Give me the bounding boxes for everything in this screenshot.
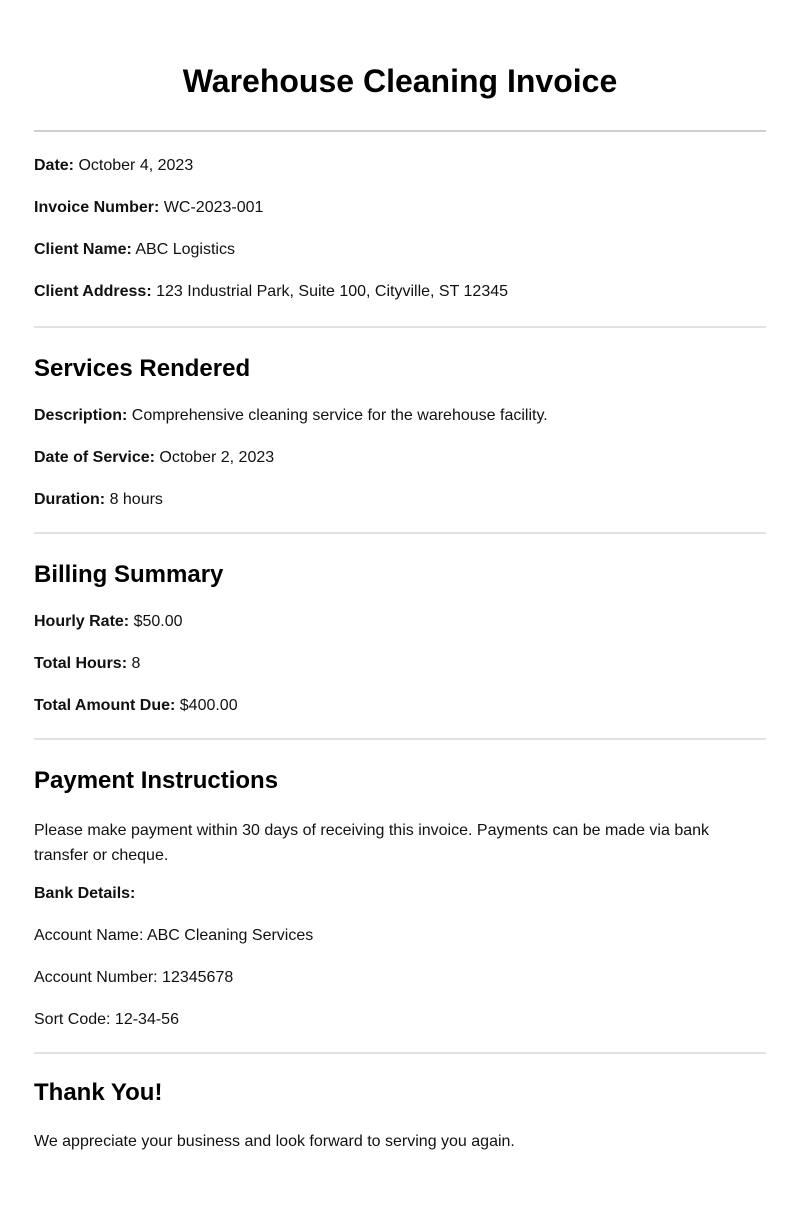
service-description [34, 406, 766, 426]
invoice-number [34, 198, 766, 218]
thanks-section [34, 1054, 766, 1152]
payment-section [34, 740, 766, 1030]
client-address [34, 282, 766, 302]
total-amount-due-value: $400.00 [179, 697, 238, 714]
billing-heading: Billing Summary [34, 561, 224, 588]
bank-details [34, 884, 766, 904]
thanks-heading: Thank You! [34, 1079, 163, 1106]
account-number: Account Number: 12345678 [34, 969, 234, 986]
total-hours-value: 8 [131, 655, 141, 672]
total-hours-label: Total Hours: [34, 655, 128, 672]
service-date [34, 448, 766, 468]
sort-code: Sort Code: 12-34-56 [34, 1011, 179, 1028]
hourly-rate-value: $50.00 [133, 613, 183, 630]
service-duration [34, 490, 766, 510]
client-address-value: 123 Industrial Park, Suite 100, Cityville, ST 12345 [156, 283, 509, 300]
thanks-text: We appreciate your business and look forward to serving you again. [34, 1133, 515, 1150]
client-name [34, 240, 766, 260]
invoice-number-value: WC-2023-001 [163, 199, 264, 216]
payment-text: Please make payment within 30 days of receiving this invoice. Payments can be made via bank transfer or cheque. [34, 822, 710, 864]
invoice-date-label: Date: [34, 157, 75, 174]
services-section [34, 328, 766, 510]
service-duration-label: Duration: [34, 491, 106, 508]
client-address-label: Client Address: [34, 283, 152, 300]
hourly-rate-label: Hourly Rate: [34, 613, 130, 630]
invoice-number-label: Invoice Number: [34, 199, 160, 216]
service-description-value: Comprehensive cleaning service for the warehouse facility. [131, 407, 548, 424]
page-title: Warehouse Cleaning Invoice [182, 63, 618, 99]
client-name-label: Client Name: [34, 241, 132, 258]
service-date-label: Date of Service: [34, 449, 155, 466]
billing-section [34, 534, 766, 716]
invoice-info-section [34, 132, 766, 326]
services-heading: Services Rendered [34, 355, 251, 382]
service-duration-value: 8 hours [109, 491, 163, 508]
invoice-date-value: October 4, 2023 [78, 157, 194, 174]
total-amount-due-label: Total Amount Due: [34, 697, 176, 714]
client-name-value: ABC Logistics [135, 241, 235, 258]
total-amount-due [34, 696, 766, 716]
bank-details-label: Bank Details: [34, 885, 136, 902]
invoice-date [34, 156, 766, 176]
service-date-value: October 2, 2023 [159, 449, 275, 466]
payment-heading: Payment Instructions [34, 767, 279, 794]
service-description-label: Description: [34, 407, 128, 424]
account-name: Account Name: ABC Cleaning Services [34, 927, 314, 944]
total-hours [34, 654, 766, 674]
hourly-rate [34, 612, 766, 632]
